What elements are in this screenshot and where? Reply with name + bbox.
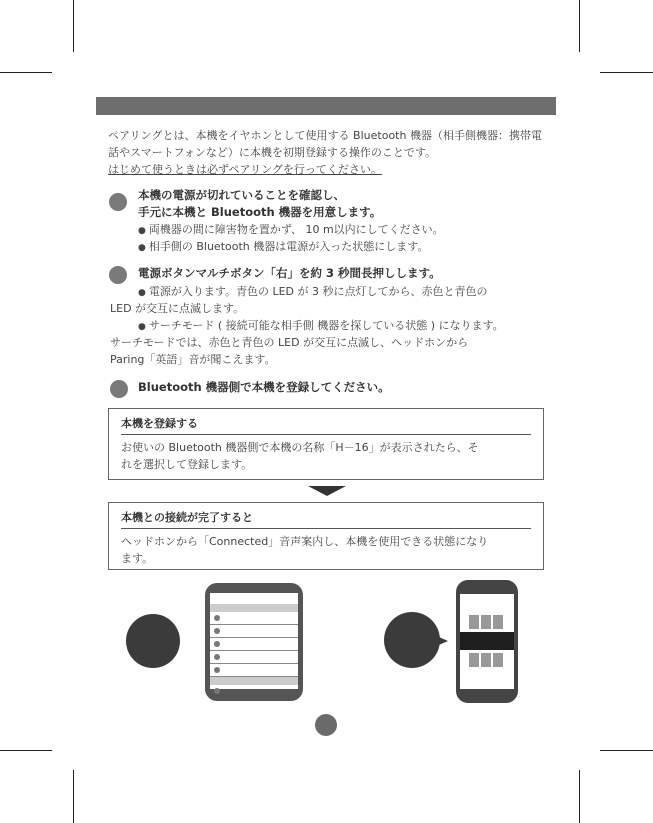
connected-box-line: ます。: [121, 552, 154, 565]
register-box-rule: [121, 434, 531, 435]
crop-mark: [579, 770, 580, 823]
register-box-text: [121, 439, 531, 473]
list-bullet-icon: [214, 641, 220, 647]
crop-mark: [600, 750, 653, 751]
list-footer-band: [210, 677, 298, 685]
list-item: [210, 612, 298, 625]
step-2-dot: [109, 266, 127, 284]
list-header-band: [210, 604, 298, 612]
register-box-line: お使いの Bluetooth 機器側で本機の名称「H－16」が表示されたら、そ: [121, 441, 479, 454]
connected-box-rule: [121, 528, 531, 529]
crop-mark: [0, 750, 52, 751]
step-2-text: サーチモードでは、赤色と青色の LED が交互に点滅し、ヘッドホンから: [110, 336, 469, 349]
intro-notice: はじめて使うときは必ずペアリングを行ってください。: [108, 163, 382, 176]
register-box: [108, 408, 544, 480]
intro-line: ペアリングとは、本機をイヤホンとして使用する Bluetooth 機器（相手側機器：携帯電: [108, 129, 542, 142]
down-arrow-icon: [308, 486, 346, 496]
grid-cell: [481, 615, 491, 629]
register-box-title: 本機を登録する: [121, 417, 198, 430]
speech-pointer-icon: [432, 634, 448, 648]
list-bullet-icon: [214, 667, 220, 673]
step-1-title-line: 手元に本機と Bluetooth 機器を用意します。: [138, 205, 382, 219]
phone-list-screen: [210, 593, 298, 689]
list-item: [210, 625, 298, 638]
phone-connected-screen: [460, 594, 514, 689]
page-number-dot: [315, 714, 337, 736]
connected-box-line: ヘッドホンから「Connected」音声案内し、本機を使用できる状態になり: [121, 535, 489, 548]
grid-cell: [493, 653, 503, 667]
step-3-title: Bluetooth 機器側で本機を登録してください。: [138, 380, 390, 394]
intro-text: [108, 127, 558, 178]
grid-cell: [493, 615, 503, 629]
step-2-bullet: ● 電源が入ります。青色の LED が 3 秒に点灯してから、赤色と青色の: [138, 283, 488, 302]
phone-list-illustration: [205, 583, 303, 701]
step-2-title: 電源ボタンマルチボタン「右」を約 3 秒間長押しします。: [138, 266, 441, 280]
list-bullet-icon: [214, 654, 220, 660]
step-1-title-line: 本機の電源が切れていることを確認し、: [138, 188, 345, 202]
list-item: [210, 685, 298, 697]
list-bullet-icon: [214, 615, 220, 621]
crop-mark: [73, 0, 74, 52]
crop-mark: [0, 72, 52, 73]
section-header-bar: [96, 97, 556, 115]
connected-box-text: [121, 533, 531, 567]
grid-cell: [481, 653, 491, 667]
step-1-dot: [109, 193, 127, 211]
grid-cell: [469, 653, 479, 667]
intro-line: 話やスマートフォンなど）に本機を初期登録する操作のことです。: [108, 146, 437, 159]
connected-box: [108, 502, 544, 570]
step-3-dot: [110, 380, 128, 398]
phone-connected-illustration: [456, 580, 518, 703]
connected-box-title: 本機との接続が完了すると: [121, 511, 253, 524]
list-bullet-icon: [214, 628, 220, 634]
list-item: [210, 638, 298, 651]
step-2-text: LED が交互に点滅します。: [110, 302, 245, 315]
list-item: [210, 664, 298, 677]
list-item: [210, 651, 298, 664]
crop-mark: [579, 0, 580, 52]
step-2-text: Paring「英語」音が聞こえます。: [110, 353, 276, 366]
list-bullet-icon: [214, 688, 220, 694]
connected-band: [460, 632, 514, 650]
step-2-bullet: ● サーチモード ( 接続可能な相手側 機器を探している状態 ) になります。: [138, 317, 504, 336]
crop-mark: [600, 72, 653, 73]
register-box-line: れを選択して登録します。: [121, 458, 253, 471]
grid-cell: [469, 615, 479, 629]
step-1-title: [138, 187, 381, 221]
step-1-bullet: ● 両機器の間に障害物を置かず、 10 m以内にしてください。: [138, 221, 444, 240]
step-1-bullet: ● 相手側の Bluetooth 機器は電源が入った状態にします。: [138, 238, 428, 257]
device-circle-illustration: [126, 614, 180, 668]
crop-mark: [73, 770, 74, 823]
